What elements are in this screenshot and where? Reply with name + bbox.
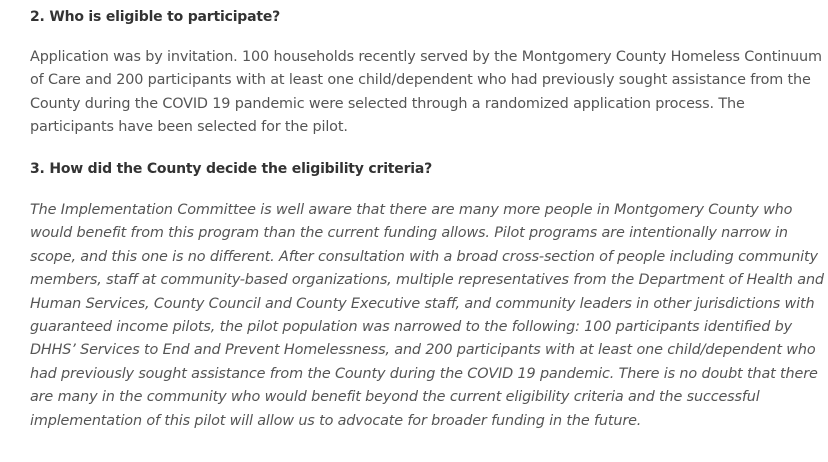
faq-question-eligibility: 2. Who is eligible to participate? bbox=[30, 9, 281, 25]
faq-answer-criteria: The Implementation Committee is well aware that there are many more people in Montgomery County who would benefit from this program than the current funding allows. Pilot programs are intentionally narrow in scope, and this one is no different. After consultation with a broad cross-section of people including community members, staff at community-based organizations, multiple representatives from the Department of Health and Human Services, County Council and County Executive staff, and community leaders in other jurisdictions with guaranteed income pilots, the pilot population was narrowed to the following: 100 participants identified by DHHS’ Services to End and Prevent Homelessness, and 200 participants with at least one child/dependent who had previously sought assistance from the County during the COVID 19 pandemic. There is no doubt that there are many in the community who would benefit beyond the current eligibility criteria and the successful implementation of this pilot will allow us to advocate for broader funding in the future. bbox=[30, 202, 824, 429]
faq-answer-eligibility: Application was by invitation. 100 households recently served by the Montgomery County Homeless Continuum of Care and 200 participants with at least one child/dependent who had previously sought assistance from the County during the COVID 19 pandemic were selected through a randomized application process. The participants have been selected for the pilot. bbox=[30, 49, 822, 136]
faq-question-criteria: 3. How did the County decide the eligibility criteria? bbox=[30, 161, 433, 177]
